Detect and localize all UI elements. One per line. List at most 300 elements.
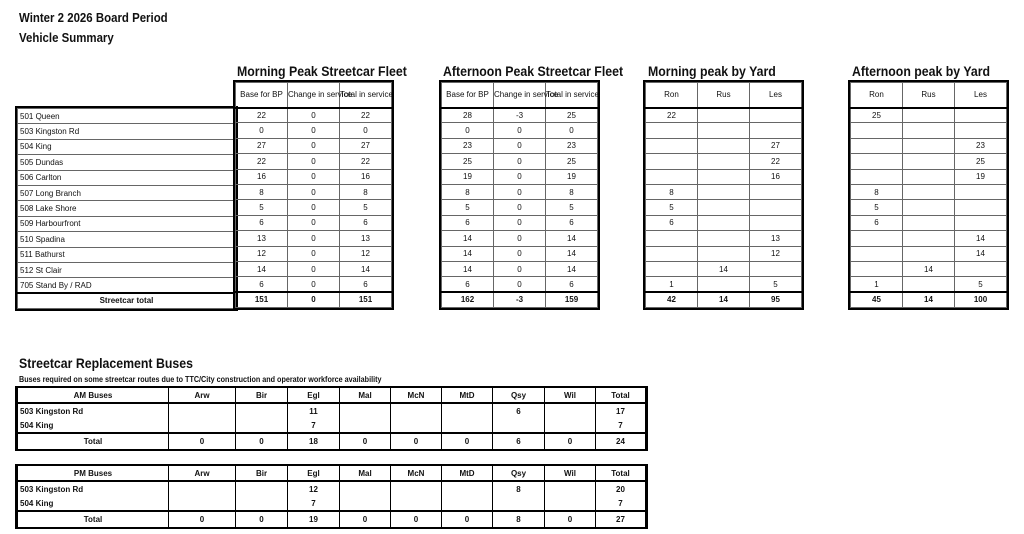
value-cell (698, 215, 750, 230)
value-cell (169, 496, 236, 511)
total-row (646, 292, 802, 307)
table-row (18, 403, 646, 418)
value-cell: 8 (493, 481, 545, 496)
total-cell: 14 (698, 292, 750, 307)
value-cell (903, 108, 955, 123)
table-row (236, 154, 392, 169)
value-cell: 6 (340, 277, 392, 292)
yards-afternoon-table (850, 82, 1007, 308)
value-cell: 25 (546, 154, 598, 169)
value-cell (903, 200, 955, 215)
total-row (18, 293, 236, 308)
column-header: McN (391, 388, 442, 403)
value-cell (646, 138, 698, 153)
table-row (18, 155, 236, 170)
value-cell (903, 169, 955, 184)
total-cell: 0 (391, 433, 442, 449)
value-cell (698, 184, 750, 199)
table-row (236, 123, 392, 138)
value-cell (340, 418, 391, 433)
value-cell: 7 (288, 418, 340, 433)
value-cell: 6 (851, 215, 903, 230)
total-row (236, 292, 392, 307)
total-cell: 0 (236, 511, 288, 527)
table-row (236, 277, 392, 292)
value-cell (851, 154, 903, 169)
table-row (18, 170, 236, 185)
value-cell: 0 (288, 215, 340, 230)
value-cell (442, 403, 493, 418)
total-cell: 14 (903, 292, 955, 307)
afternoon-yard-title: Afternoon peak by Yard (852, 63, 991, 79)
value-cell (236, 481, 288, 496)
table-row (442, 277, 598, 292)
value-cell (698, 123, 750, 138)
value-cell: 0 (288, 246, 340, 261)
value-cell (851, 169, 903, 184)
total-cell: 159 (546, 292, 598, 307)
route-table (17, 108, 236, 309)
value-cell: 19 (442, 169, 494, 184)
value-cell: 22 (236, 108, 288, 123)
route-name: 501 Queen (18, 109, 236, 124)
total-cell: 0 (442, 433, 493, 449)
table-row (442, 108, 598, 123)
table-row (18, 481, 646, 496)
table-row (18, 418, 646, 433)
table-row (18, 262, 236, 277)
value-cell (340, 403, 391, 418)
table-row (442, 154, 598, 169)
column-header: Base for BP (236, 83, 288, 108)
table-row (236, 261, 392, 276)
value-cell: 13 (236, 231, 288, 246)
value-cell (391, 496, 442, 511)
value-cell: 22 (340, 108, 392, 123)
table-row (236, 184, 392, 199)
total-cell: 19 (288, 511, 340, 527)
table-row (646, 200, 802, 215)
report-title: Winter 2 2026 Board Period (19, 10, 168, 25)
value-cell (646, 246, 698, 261)
value-cell (545, 418, 596, 433)
table-row (851, 200, 1007, 215)
total-cell: 8 (493, 511, 545, 527)
value-cell (903, 277, 955, 292)
value-cell: 0 (288, 184, 340, 199)
value-cell: 7 (596, 496, 646, 511)
value-cell: 6 (646, 215, 698, 230)
column-header: Qsy (493, 388, 545, 403)
column-header: Egl (288, 466, 340, 481)
table-row (236, 200, 392, 215)
table-row (851, 184, 1007, 199)
table-row (851, 277, 1007, 292)
value-cell (236, 403, 288, 418)
table-row (851, 154, 1007, 169)
table-row (851, 261, 1007, 276)
value-cell: -3 (494, 108, 546, 123)
value-cell: 5 (750, 277, 802, 292)
column-header: MtD (442, 388, 493, 403)
total-cell: 162 (442, 292, 494, 307)
value-cell: 14 (955, 246, 1007, 261)
table-row (18, 139, 236, 154)
value-cell (698, 277, 750, 292)
table-row (442, 231, 598, 246)
value-cell: 25 (851, 108, 903, 123)
value-cell (903, 231, 955, 246)
table-row (18, 185, 236, 200)
value-cell (750, 215, 802, 230)
value-cell: 8 (646, 184, 698, 199)
value-cell: 6 (493, 403, 545, 418)
column-header: Wil (545, 466, 596, 481)
value-cell (646, 231, 698, 246)
value-cell: 8 (442, 184, 494, 199)
table-row (851, 169, 1007, 184)
value-cell: 6 (546, 215, 598, 230)
value-cell (391, 418, 442, 433)
header-row (851, 83, 1007, 108)
value-cell: 6 (442, 215, 494, 230)
value-cell: 0 (288, 138, 340, 153)
value-cell: 0 (494, 169, 546, 184)
value-cell: 14 (442, 246, 494, 261)
table-row (646, 154, 802, 169)
value-cell: 19 (955, 169, 1007, 184)
table-row (442, 246, 598, 261)
value-cell (236, 418, 288, 433)
table-row (236, 246, 392, 261)
value-cell: 1 (646, 277, 698, 292)
total-row (442, 292, 598, 307)
value-cell: 0 (288, 108, 340, 123)
value-cell (391, 481, 442, 496)
table-row (18, 201, 236, 216)
table-row (646, 277, 802, 292)
value-cell (646, 169, 698, 184)
value-cell (169, 418, 236, 433)
value-cell: 20 (596, 481, 646, 496)
route-name: 512 St Clair (18, 262, 236, 277)
column-header: Wil (545, 388, 596, 403)
table-row (442, 200, 598, 215)
value-cell: 14 (236, 261, 288, 276)
value-cell (698, 231, 750, 246)
value-cell: 14 (903, 261, 955, 276)
value-cell: 14 (546, 246, 598, 261)
value-cell: 14 (340, 261, 392, 276)
morning-yard-title: Morning peak by Yard (648, 63, 776, 79)
route-name: 504 King (18, 139, 236, 154)
value-cell: 12 (236, 246, 288, 261)
table-row (236, 138, 392, 153)
afternoon-fleet-title: Afternoon Peak Streetcar Fleet (443, 63, 624, 79)
value-cell: 22 (646, 108, 698, 123)
table-row (18, 278, 236, 293)
column-header: MtD (442, 466, 493, 481)
total-cell: 0 (169, 433, 236, 449)
value-cell (340, 481, 391, 496)
value-cell (493, 496, 545, 511)
value-cell: 22 (340, 154, 392, 169)
column-header: Change in service (288, 83, 340, 108)
table-row (236, 215, 392, 230)
table-row (442, 138, 598, 153)
buses-title: Streetcar Replacement Buses (19, 355, 193, 371)
route-name: 504 King (18, 418, 169, 433)
value-cell: 5 (236, 200, 288, 215)
value-cell (750, 108, 802, 123)
value-cell: 14 (546, 261, 598, 276)
report-subtitle: Vehicle Summary (19, 30, 114, 45)
column-header: Total in service (340, 83, 392, 108)
value-cell: 12 (288, 481, 340, 496)
value-cell: 0 (288, 169, 340, 184)
value-cell: 23 (442, 138, 494, 153)
value-cell: 13 (340, 231, 392, 246)
value-cell: 0 (288, 261, 340, 276)
value-cell (955, 108, 1007, 123)
total-row (851, 292, 1007, 307)
header-row (646, 83, 802, 108)
column-header: Base for BP (442, 83, 494, 108)
value-cell (698, 200, 750, 215)
total-cell: 27 (596, 511, 646, 527)
value-cell: 13 (750, 231, 802, 246)
value-cell (750, 123, 802, 138)
value-cell: 0 (494, 123, 546, 138)
value-cell: 5 (646, 200, 698, 215)
total-cell: 0 (340, 433, 391, 449)
total-cell: 0 (545, 511, 596, 527)
table-row (442, 215, 598, 230)
value-cell: 16 (750, 169, 802, 184)
value-cell (442, 496, 493, 511)
value-cell: 25 (546, 108, 598, 123)
value-cell (851, 138, 903, 153)
table-row (18, 232, 236, 247)
value-cell: 0 (494, 277, 546, 292)
column-header: Total (596, 388, 646, 403)
value-cell: 0 (288, 231, 340, 246)
value-cell: 22 (236, 154, 288, 169)
yards-morning-table (645, 82, 802, 308)
route-name: 506 Carlton (18, 170, 236, 185)
total-cell: 18 (288, 433, 340, 449)
value-cell (955, 184, 1007, 199)
header-row (236, 83, 392, 108)
value-cell (698, 138, 750, 153)
header-row (18, 388, 646, 403)
column-header: Mal (340, 466, 391, 481)
value-cell (903, 184, 955, 199)
value-cell: 8 (340, 184, 392, 199)
value-cell (903, 138, 955, 153)
table-row (646, 215, 802, 230)
column-header: Les (750, 83, 802, 108)
value-cell: 23 (955, 138, 1007, 153)
column-header: Total in service (546, 83, 598, 108)
route-name: 503 Kingston Rd (18, 403, 169, 418)
total-cell: 151 (236, 292, 288, 307)
table-row (646, 169, 802, 184)
header-row (18, 466, 646, 481)
value-cell: 1 (851, 277, 903, 292)
total-cell: 6 (493, 433, 545, 449)
value-cell: 14 (698, 261, 750, 276)
table-row (18, 216, 236, 231)
value-cell: 22 (750, 154, 802, 169)
table-row (442, 169, 598, 184)
value-cell: 14 (442, 231, 494, 246)
buses-note: Buses required on some streetcar routes due to TTC/City construction and operator workforce availability (19, 375, 382, 384)
value-cell (442, 481, 493, 496)
value-cell (903, 154, 955, 169)
value-cell (545, 481, 596, 496)
column-header: Change in service (494, 83, 546, 108)
table-row (442, 184, 598, 199)
value-cell: 6 (236, 277, 288, 292)
value-cell: 8 (851, 184, 903, 199)
value-cell: 27 (750, 138, 802, 153)
value-cell (851, 246, 903, 261)
value-cell: 5 (340, 200, 392, 215)
route-name: 503 Kingston Rd (18, 481, 169, 496)
value-cell (391, 403, 442, 418)
table-row (18, 247, 236, 262)
value-cell (236, 496, 288, 511)
value-cell: 17 (596, 403, 646, 418)
total-cell: 0 (169, 511, 236, 527)
value-cell: 28 (442, 108, 494, 123)
value-cell (750, 200, 802, 215)
total-label: Streetcar total (18, 293, 236, 308)
value-cell (955, 123, 1007, 138)
table-row (236, 108, 392, 123)
value-cell: 7 (596, 418, 646, 433)
value-cell (955, 215, 1007, 230)
value-cell: 0 (546, 123, 598, 138)
column-header: Rus (903, 83, 955, 108)
value-cell (169, 481, 236, 496)
value-cell: 8 (236, 184, 288, 199)
value-cell: 5 (851, 200, 903, 215)
column-header: Les (955, 83, 1007, 108)
table-row (18, 109, 236, 124)
table-row (646, 138, 802, 153)
table-row (646, 246, 802, 261)
route-name: 503 Kingston Rd (18, 124, 236, 139)
route-name: 705 Stand By / RAD (18, 278, 236, 293)
value-cell (851, 123, 903, 138)
total-cell: 151 (340, 292, 392, 307)
total-cell: 0 (236, 433, 288, 449)
total-label: Total (18, 433, 169, 449)
table-row (442, 123, 598, 138)
morning-fleet-title: Morning Peak Streetcar Fleet (237, 63, 407, 79)
value-cell (646, 123, 698, 138)
table-row (851, 123, 1007, 138)
value-cell: 0 (494, 184, 546, 199)
value-cell: 19 (546, 169, 598, 184)
value-cell (750, 261, 802, 276)
value-cell: 0 (494, 154, 546, 169)
fleet-morning-table (235, 82, 392, 308)
value-cell: 0 (288, 154, 340, 169)
buses-am-table (17, 388, 646, 449)
column-header: Arw (169, 388, 236, 403)
value-cell (698, 154, 750, 169)
value-cell: 0 (442, 123, 494, 138)
value-cell (955, 200, 1007, 215)
total-cell: 0 (442, 511, 493, 527)
total-cell: 0 (391, 511, 442, 527)
value-cell: 25 (955, 154, 1007, 169)
value-cell: 5 (546, 200, 598, 215)
total-cell: 100 (955, 292, 1007, 307)
column-header: McN (391, 466, 442, 481)
value-cell (903, 123, 955, 138)
buses-pm-table (17, 466, 646, 527)
total-row (18, 433, 646, 449)
value-cell: 6 (442, 277, 494, 292)
table-row (18, 496, 646, 511)
column-header: Bir (236, 466, 288, 481)
total-cell: -3 (494, 292, 546, 307)
route-name: 509 Harbourfront (18, 216, 236, 231)
value-cell: 12 (750, 246, 802, 261)
table-row (646, 261, 802, 276)
value-cell: 27 (340, 138, 392, 153)
total-cell: 0 (545, 433, 596, 449)
value-cell (903, 215, 955, 230)
value-cell: 14 (546, 231, 598, 246)
value-cell: 0 (340, 123, 392, 138)
total-cell: 0 (340, 511, 391, 527)
value-cell: 6 (546, 277, 598, 292)
value-cell (545, 403, 596, 418)
value-cell: 0 (494, 246, 546, 261)
total-label: Total (18, 511, 169, 527)
table-row (236, 169, 392, 184)
total-cell: 42 (646, 292, 698, 307)
value-cell (340, 496, 391, 511)
value-cell (442, 418, 493, 433)
route-name: 508 Lake Shore (18, 201, 236, 216)
value-cell: 0 (236, 123, 288, 138)
column-header: Bir (236, 388, 288, 403)
route-name: 510 Spadina (18, 232, 236, 247)
value-cell (851, 261, 903, 276)
table-row (851, 246, 1007, 261)
table-row (236, 231, 392, 246)
column-header: Total (596, 466, 646, 481)
total-cell: 45 (851, 292, 903, 307)
route-name: 504 King (18, 496, 169, 511)
total-cell: 95 (750, 292, 802, 307)
value-cell: 6 (236, 215, 288, 230)
header-row (442, 83, 598, 108)
table-row (851, 108, 1007, 123)
value-cell (955, 261, 1007, 276)
value-cell: 5 (442, 200, 494, 215)
value-cell: 0 (288, 277, 340, 292)
value-cell (698, 169, 750, 184)
value-cell: 0 (494, 200, 546, 215)
value-cell: 25 (442, 154, 494, 169)
